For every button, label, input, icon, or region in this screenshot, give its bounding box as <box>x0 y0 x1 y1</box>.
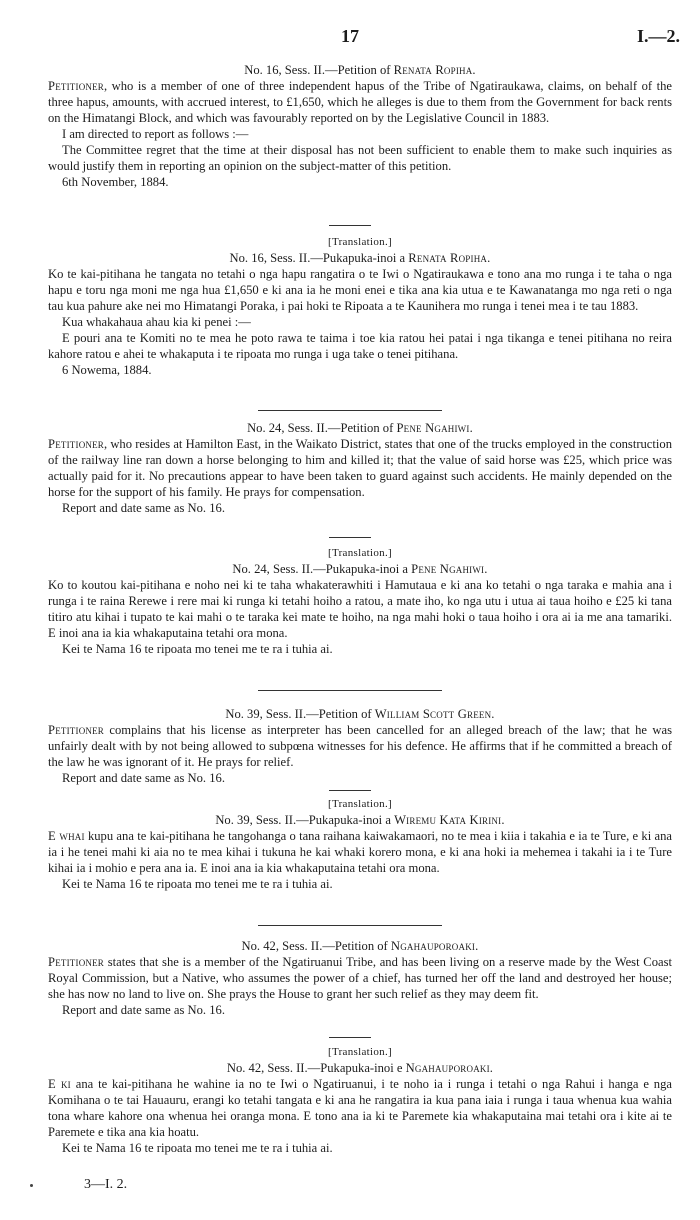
petition-text: Petitioner, who resides at Hamilton East, in the Waikato District, states that one of the trucks employed in the construction of the railway line ran down a horse belonging to him and killed it; that the value of said horse was £25, which price was actually paid for it. No precautions appear to have been taken to guard against such accidents. He mainly depended on the horse for the support of his family. He prays for compensation. <box>48 437 672 499</box>
section-heading: No. 42, Sess. II.—Pukapuka-inoi e Ngahauporoaki. <box>226 1061 494 1075</box>
translation-label: [Translation.] <box>328 236 392 248</box>
petition-text: E whai kupu ana te kai-pitihana he tangohanga o tana raihana kaiwakamaori, no te mea i kiia i takahia e ia te Ture, e ki ana ia i he tenei mahi ki aia no te mea kihai i tukuna he kai whaki korero mona, e ki ana hoki ia mehemea i takahi ia i te Ture kihai ia i mohio e pera ana ia. E inoi ana ia kia whakaputaina tetahi ora mona. <box>48 829 672 875</box>
report-date: 6 Nowema, 1884. <box>62 363 152 377</box>
printer-signature: 3—I. 2. <box>84 1177 128 1192</box>
section-heading: No. 24, Sess. II.—Pukapuka-inoi a Pene Ngahiwi. <box>232 562 488 576</box>
petition-text: Petitioner states that she is a member of the Ngatiruanui Tribe, and has been living on a reserve made by the West Coast Royal Commission, but a Native, who assumes the power of a chief, has turned her off the land and destroyed her house; she has now no land to live on. She prays the House to grant her such relief as they may deem fit. <box>48 955 672 1001</box>
section-heading: No. 39, Sess. II.—Petition of William Scott Green. <box>225 707 495 721</box>
short-divider <box>329 225 371 226</box>
petition-42-english <box>48 938 672 1018</box>
translation-label: [Translation.] <box>328 798 392 810</box>
paper-reference: I.—2. <box>636 26 680 46</box>
report-line: Report and date same as No. 16. <box>62 771 225 785</box>
long-divider <box>258 690 442 691</box>
petition-text: Petitioner, who is a member of one of three independent hapus of the Tribe of Ngatiraukawa, claims, on behalf of the three hapus, amounts, with accrued interest, to £1,650, which he alleges is due to them from the Government for back rents on the Himatangi Block, and which was favourably reported on by the Legislative Council in 1883. <box>48 79 672 125</box>
petition-24-translation <box>48 545 672 657</box>
report-line: Report and date same as No. 16. <box>62 1003 225 1017</box>
petition-16-translation <box>48 234 672 378</box>
committee-report: E pouri ana te Komiti no te mea he poto rawa te taima i toe kia ratou hei patai i nga tikanga e tenei pitihana no reira kahore ratou e ahei te whakaputa i te ripoata mo runga i uga take o tenei pitihana. <box>48 331 672 361</box>
petition-39-english <box>48 706 672 786</box>
section-heading: No. 16, Sess. II.—Petition of Renata Ropiha. <box>244 63 476 77</box>
long-divider <box>258 410 442 411</box>
report-date: 6th November, 1884. <box>62 175 169 189</box>
margin-dot <box>30 1184 33 1187</box>
directed-line: Kua whakahaua ahau kia ki penei :— <box>62 315 251 329</box>
report-line: Kei te Nama 16 te ripoata mo tenei me te ra i tuhia ai. <box>62 642 333 656</box>
directed-line: I am directed to report as follows :— <box>62 127 249 141</box>
committee-report: The Committee regret that the time at their disposal has not been sufficient to enable them to make such inquiries as would justify them in reporting an opinion on the subject-matter of this petition. <box>48 143 672 173</box>
long-divider <box>258 925 442 926</box>
petition-text: Ko te kai-pitihana he tangata no tetahi o nga hapu rangatira o te Iwi o Ngatiraukawa e tono ana mo runga i te taha o nga hapu e toru nga moni me nga hua £1,650 e ki ana ia he moni enei e tika ana kia utua e te Kawanatanga mo nga reti o nga tau kua pahure ake nei mo Himatangi Poraka, i pai hoki te Ripoata a te Kaunihera mo runga i tenei mea i te tau 1883. <box>48 267 672 313</box>
short-divider <box>329 1037 371 1038</box>
section-heading: No. 42, Sess. II.—Petition of Ngahauporoaki. <box>241 939 479 953</box>
page-number: 17 <box>341 26 359 46</box>
report-line: Kei te Nama 16 te ripoata mo tenei me te ra i tuhia ai. <box>62 1141 333 1155</box>
translation-label: [Translation.] <box>328 1046 392 1058</box>
petition-text: Petitioner complains that his license as interpreter has been cancelled for an alleged breach of the law; that he was unfairly dealt with by not being allowed to subpœna witnesses for his defence. He affirms that if he committed a breach of the law he was ignorant of it. He prays for relief. <box>48 723 672 769</box>
short-divider <box>329 790 371 791</box>
petition-16-english <box>48 62 672 190</box>
petition-42-translation <box>48 1044 672 1156</box>
short-divider <box>329 537 371 538</box>
report-line: Kei te Nama 16 te ripoata mo tenei me te ra i tuhia ai. <box>62 877 333 891</box>
petition-text: Ko to koutou kai-pitihana e noho nei ki te taha whakaterawhiti i Hamutaua e ki ana ko tetahi o nga taraka e mahia ana i runga i te raina Rerewe i rere mai ki runga ki tetahi hoiho a ratou, a mate iho, ko nga utu i utua ai taua hoiho e £25 ki tana titiro atu kihai i tupato te kai mahi o te taraka kei mate te hoiho, na nga mahi hoki o taua hoiho i ora ai ia me ana tamariki. E inoi ana ia kia whakaputaina tetahi ora mona. <box>48 578 672 640</box>
petition-24-english <box>48 420 672 516</box>
petition-39-translation <box>48 796 672 892</box>
petition-text: E ki ana te kai-pitihana he wahine ia no te Iwi o Ngatiruanui, i te noho ia i runga i tetahi o nga Rahui i hanga e nga Komihana o te tai Hauauru, erangi ko tetahi tangata e ki ana he rangatira ia kua pana iaia i runga i taua whenua kua wahia tona whare kahore ona whenua hei oranga mona. E tono ana ia ki te Paremete kia whakaputaina mai tetahi ora i kite ai te Paremete e tika ana kia hoatu. <box>48 1077 672 1139</box>
section-heading: No. 24, Sess. II.—Petition of Pene Ngahiwi. <box>247 421 473 435</box>
translation-label: [Translation.] <box>328 547 392 559</box>
section-heading: No. 39, Sess. II.—Pukapuka-inoi a Wiremu Kata Kirini. <box>215 813 505 827</box>
section-heading: No. 16, Sess. II.—Pukapuka-inoi a Renata Ropiha. <box>229 251 491 265</box>
report-line: Report and date same as No. 16. <box>62 501 225 515</box>
